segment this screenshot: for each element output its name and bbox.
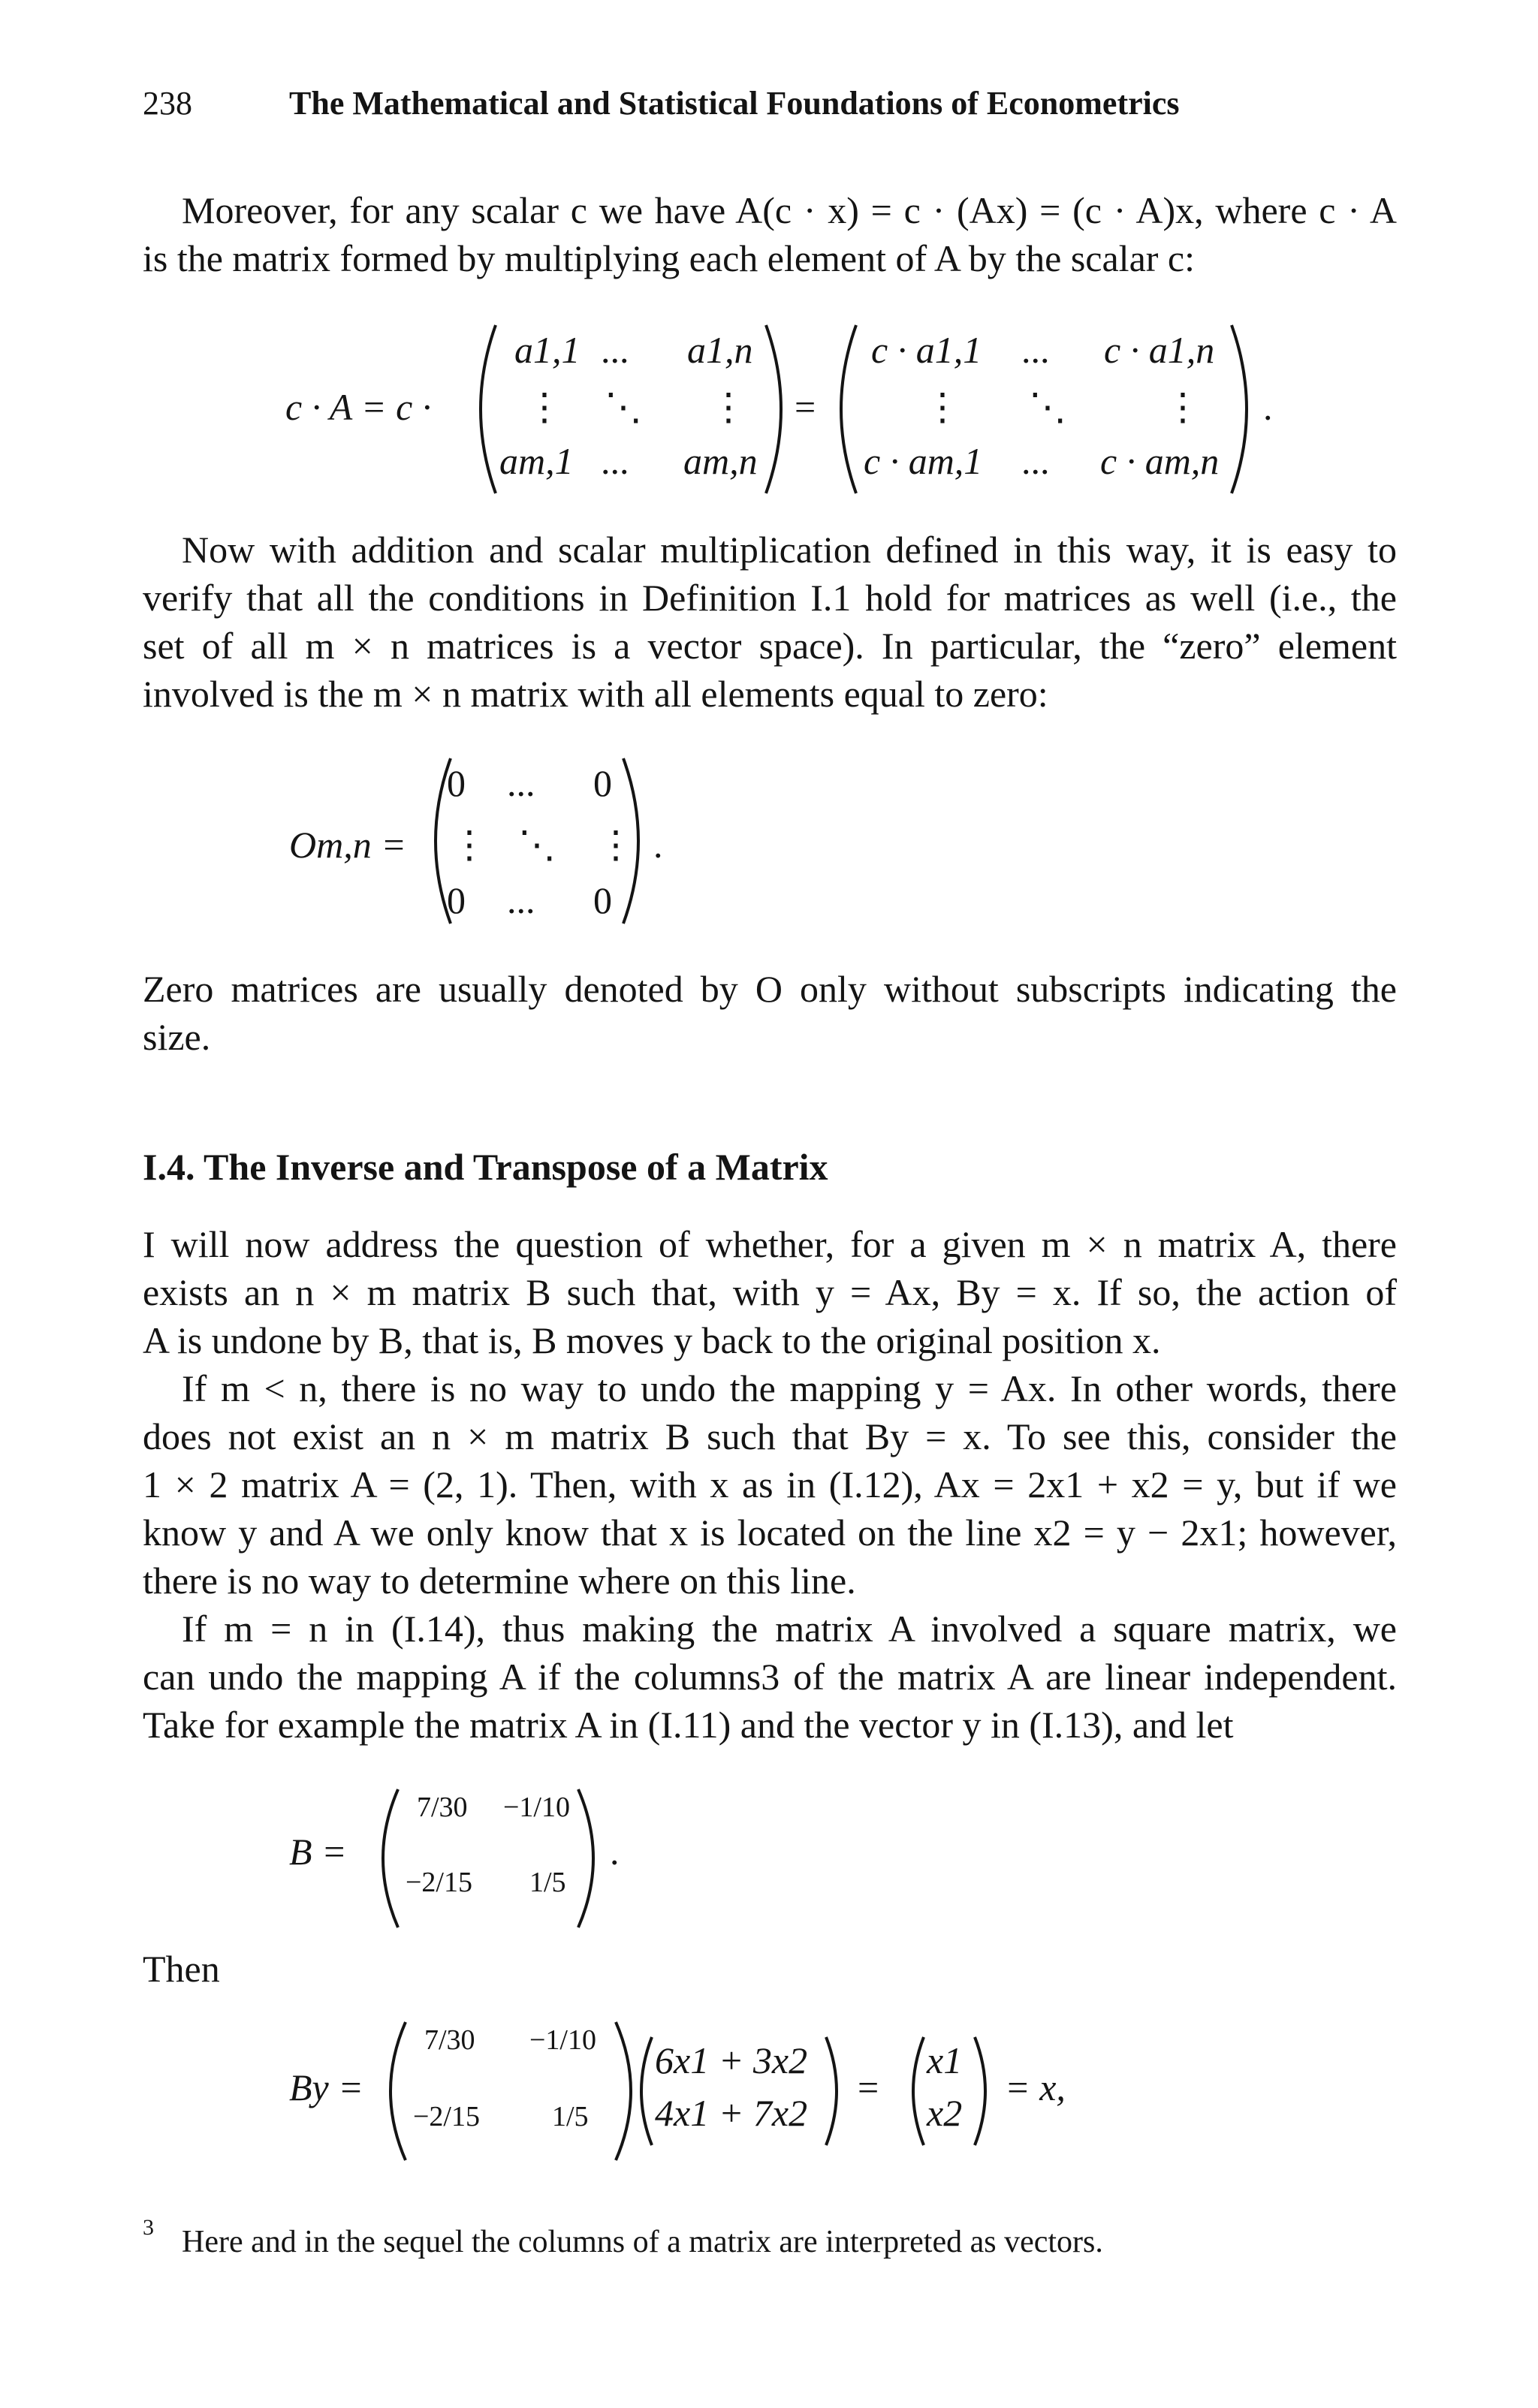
section-heading: I.4. The Inverse and Transpose of a Matrix xyxy=(143,1146,828,1188)
equals-sign: = xyxy=(858,2066,879,2108)
equation-lhs: B = xyxy=(289,1831,347,1873)
paragraph-inverse-question xyxy=(143,1220,1397,1364)
page-number: 238 xyxy=(143,85,192,122)
fraction-cell: 1/5 xyxy=(552,2101,589,2132)
equation-scalar-times-matrix xyxy=(0,319,1538,499)
matrix-brackets xyxy=(0,751,1538,931)
text-line: Zero matrices are usually denoted by O only without subscripts indicating the xyxy=(143,968,1397,1010)
text-line: If m = n in (I.14), thus making the matrix A involved a square matrix, we xyxy=(182,1608,1397,1650)
text-line: does not exist an n × m matrix B such that By = x. To see this, consider the xyxy=(143,1415,1397,1457)
paragraph-vector-space xyxy=(143,526,1397,718)
matrix-cell: ... xyxy=(1021,329,1050,371)
matrix-cell: ⋮ xyxy=(526,386,563,428)
right-paren xyxy=(616,2022,631,2160)
equation-period: . xyxy=(653,824,663,866)
left-paren xyxy=(383,1789,398,1927)
text-line: is the matrix formed by multiplying each element of A by the scalar c: xyxy=(143,237,1196,279)
paragraph-square-matrix xyxy=(143,1605,1397,1749)
paragraph-m-less-than-n xyxy=(143,1364,1397,1605)
matrix-brackets xyxy=(0,1783,1538,1933)
matrix-cell: 0 xyxy=(593,879,612,921)
text-line: exists an n × m matrix B such that, with y = Ax, By = x. If so, the action of xyxy=(143,1271,1397,1313)
equals-sign: = xyxy=(795,386,816,428)
matrix-cell: ... xyxy=(507,879,535,921)
text-line: set of all m × n matrices is a vector space). In particular, the “zero” element xyxy=(143,625,1397,667)
left-paren xyxy=(841,325,856,493)
matrix-cell: ⋱ xyxy=(518,824,556,866)
right-paren xyxy=(578,1789,593,1927)
matrix-brackets xyxy=(0,319,1538,499)
matrix-cell: ... xyxy=(601,329,629,371)
equation-period: . xyxy=(1263,386,1273,428)
text-line: Now with addition and scalar multiplication defined in this way, it is easy to xyxy=(182,529,1397,571)
equation-rhs: = x, xyxy=(1005,2066,1066,2108)
text-line: If m < n, there is no way to undo the mapping y = Ax. In other words, there xyxy=(182,1367,1397,1409)
matrix-cell: am,n xyxy=(683,440,758,482)
matrix-cell: 0 xyxy=(593,762,612,804)
fraction-cell: 1/5 xyxy=(529,1867,566,1898)
text-line: A is undone by B, that is, B moves y back to the original position x. xyxy=(143,1319,1161,1361)
footnote-text: Here and in the sequel the columns of a matrix are interpreted as vectors. xyxy=(182,2225,1103,2259)
text-line: I will now address the question of whether, for a given m × n matrix A, there xyxy=(143,1223,1397,1265)
fraction-cell: 7/30 xyxy=(417,1792,468,1823)
text-line: involved is the m × n matrix with all elements equal to zero: xyxy=(143,673,1048,715)
left-paren xyxy=(641,2037,652,2145)
paragraph-scalar-multiplication xyxy=(143,186,1397,282)
matrix-cell: c · am,n xyxy=(1100,440,1220,482)
matrix-cell: a1,n xyxy=(687,329,753,371)
equation-lhs: Om,n = xyxy=(289,824,406,866)
left-paren xyxy=(391,2022,406,2160)
text-line: size. xyxy=(143,1016,211,1058)
matrix-cell: ⋱ xyxy=(605,386,642,428)
vector-cell: x2 xyxy=(927,2092,963,2134)
text-line: there is no way to determine where on this line. xyxy=(143,1560,856,1602)
vector-cell: 4x1 + 7x2 xyxy=(655,2092,808,2134)
right-paren xyxy=(975,2037,985,2145)
matrix-cell: 0 xyxy=(447,879,466,921)
matrix-cell: c · am,1 xyxy=(864,440,983,482)
text-line: Moreover, for any scalar c we have A(c · x) = c · (Ax) = (c · A)x, where c · A xyxy=(182,189,1397,231)
matrix-cell: am,1 xyxy=(499,440,574,482)
matrix-cell: 0 xyxy=(447,762,466,804)
text-line: 1 × 2 matrix A = (2, 1). Then, with x as in (I.12), Ax = 2x1 + x2 = y, but if we xyxy=(143,1463,1397,1505)
equation-period: . xyxy=(610,1831,620,1873)
vector-cell: x1 xyxy=(927,2039,963,2081)
matrix-cell: ⋮ xyxy=(451,824,488,866)
matrix-cell: ⋮ xyxy=(710,386,747,428)
fraction-cell: −1/10 xyxy=(503,1792,570,1823)
running-title: The Mathematical and Statistical Foundations of Econometrics xyxy=(289,85,1180,122)
fraction-cell: −2/15 xyxy=(406,1867,472,1898)
paragraph-zero-matrix-note xyxy=(143,965,1397,1061)
equation-matrix-b xyxy=(0,1783,1538,1933)
fraction-cell: 7/30 xyxy=(424,2024,475,2056)
equation-lhs: c · A = c · xyxy=(285,386,432,428)
text-line: Take for example the matrix A in (I.11) and the vector y in (I.13), and let xyxy=(143,1704,1234,1746)
right-paren xyxy=(826,2037,837,2145)
matrix-cell: ⋮ xyxy=(1164,386,1202,428)
equation-lhs: By = xyxy=(289,2066,363,2108)
matrix-cell: ⋱ xyxy=(1029,386,1066,428)
left-paren xyxy=(481,325,496,493)
matrix-cell: ⋮ xyxy=(597,824,635,866)
fraction-cell: −2/15 xyxy=(413,2101,480,2132)
text-line: Then xyxy=(143,1948,220,1990)
text-line: verify that all the conditions in Definition I.1 hold for matrices as well (i.e., the xyxy=(143,577,1397,619)
matrix-cell: ... xyxy=(601,440,629,482)
right-paren xyxy=(766,325,781,493)
paragraph-then xyxy=(143,1945,1397,1993)
matrix-cell: c · a1,1 xyxy=(871,329,982,371)
text-line: can undo the mapping A if the columns3 of the matrix A are linear independent. xyxy=(143,1656,1397,1698)
equation-by-equals-x xyxy=(0,2016,1538,2166)
left-paren xyxy=(913,2037,924,2145)
text-line: know y and A we only know that x is located on the line x2 = y − 2x1; however, xyxy=(143,1511,1397,1554)
equation-zero-matrix xyxy=(0,751,1538,931)
matrix-cell: ⋮ xyxy=(924,386,961,428)
matrix-cell: ... xyxy=(507,762,535,804)
footnote-marker: 3 xyxy=(143,2215,154,2240)
matrix-cell: a1,1 xyxy=(514,329,581,371)
fraction-cell: −1/10 xyxy=(529,2024,596,2056)
matrix-cell: c · a1,n xyxy=(1104,329,1215,371)
matrix-cell: ... xyxy=(1021,440,1050,482)
right-paren xyxy=(1232,325,1247,493)
vector-cell: 6x1 + 3x2 xyxy=(655,2039,808,2081)
